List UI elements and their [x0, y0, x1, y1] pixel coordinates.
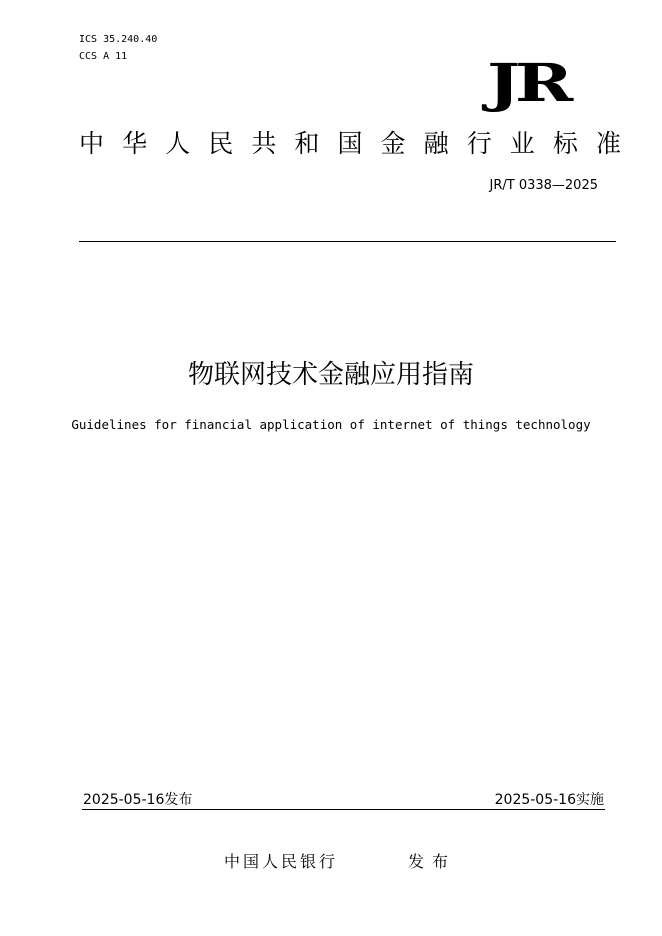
- industry-char: 国: [337, 129, 363, 158]
- ics-code: ICS 35.240.40: [79, 34, 158, 45]
- industry-standard-heading: [79, 128, 621, 160]
- bottom-divider: [82, 809, 605, 810]
- issue-date: 2025-05-16发布: [83, 792, 193, 808]
- document-title-chinese: 物联网技术金融应用指南: [187, 360, 474, 390]
- industry-char: 中: [79, 129, 105, 158]
- industry-char: 金: [380, 129, 406, 158]
- industry-char: 人: [165, 129, 191, 158]
- publish-label: 发布: [408, 852, 457, 871]
- document-title-english: Guidelines for financial application of internet of things technology: [71, 417, 591, 432]
- standard-number: JR/T 0338—2025: [489, 178, 598, 193]
- industry-char: 准: [595, 129, 621, 158]
- top-divider: [79, 241, 616, 242]
- industry-char: 融: [423, 129, 449, 158]
- industry-char: 行: [466, 129, 492, 158]
- industry-char: 标: [552, 129, 578, 158]
- industry-char: 和: [294, 129, 320, 158]
- issuing-authority: 中国人民银行: [224, 852, 339, 871]
- ccs-code: CCS A 11: [79, 51, 128, 62]
- jr-logo: JR: [487, 53, 568, 114]
- industry-char: 民: [208, 129, 234, 158]
- industry-char: 共: [251, 129, 277, 158]
- implementation-date: 2025-05-16实施: [494, 792, 604, 808]
- industry-char: 华: [122, 129, 148, 158]
- industry-char: 业: [509, 129, 535, 158]
